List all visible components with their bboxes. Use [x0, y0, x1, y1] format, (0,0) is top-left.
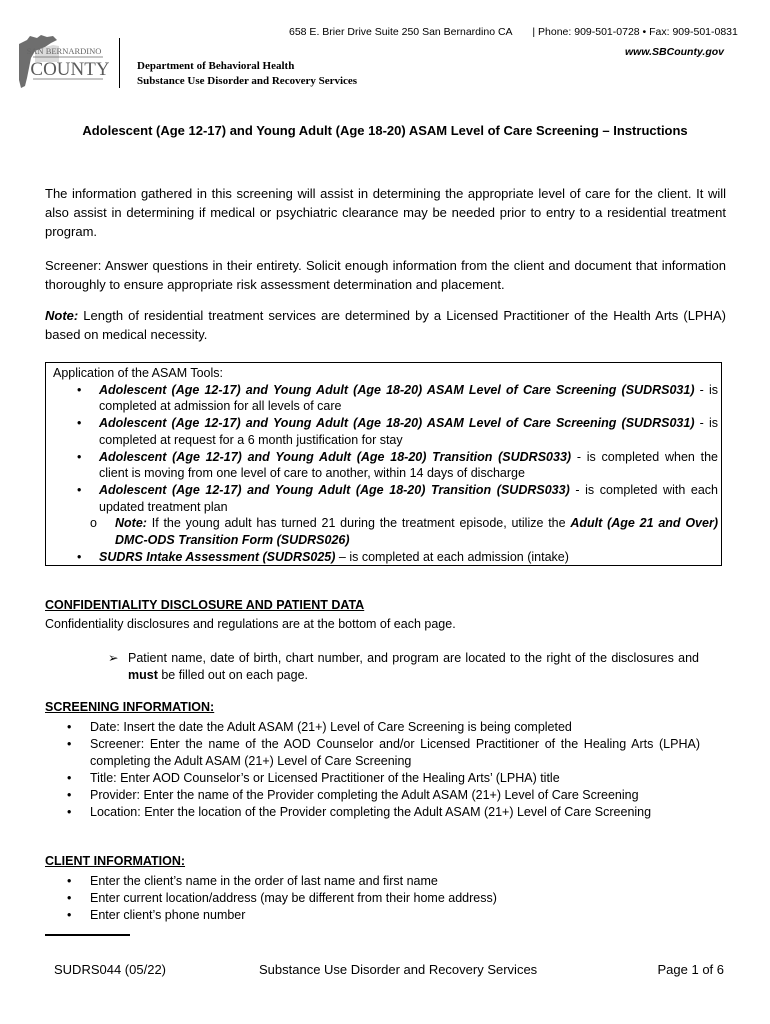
county-seal-icon	[17, 34, 109, 90]
intro-paragraph-2: Screener: Answer questions in their entirety. Solicit enough information from the client and document that information thoroughly to ensure appropriate risk assessment determination and placement.	[45, 258, 726, 292]
logo-main-text: COUNTY	[30, 59, 109, 80]
header-website: www.SBCounty.gov	[625, 46, 724, 58]
department-block	[137, 59, 357, 89]
tool-text: - is completed with each updated treatment plan	[99, 482, 718, 514]
client-heading: CLIENT INFORMATION:	[45, 854, 186, 868]
list-item	[45, 890, 700, 907]
circle-bullet-icon: o	[90, 516, 97, 531]
bullet-icon: •	[67, 891, 72, 905]
intro-note	[45, 306, 726, 344]
bullet-icon: •	[77, 549, 82, 564]
tool-name: Adolescent (Age 12-17) and Young Adult (Age 18-20) Transition (SUDRS033)	[99, 482, 570, 497]
confidentiality-arrow-item	[108, 650, 699, 684]
bullet-icon: •	[77, 449, 82, 464]
list-item	[53, 382, 718, 415]
confidentiality-heading: CONFIDENTIALITY DISCLOSURE AND PATIENT DATA	[45, 598, 365, 612]
bullet-icon: •	[67, 874, 72, 888]
list-item-text: Title: Enter AOD Counselor’s or Licensed Practitioner of the Healing Arts’ (LPHA) title	[90, 771, 560, 785]
bullet-icon: •	[77, 416, 82, 431]
tool-name: Adolescent (Age 12-17) and Young Adult (Age 18-20) ASAM Level of Care Screening (SUDRS031)	[99, 382, 695, 397]
tool-name: Adolescent (Age 12-17) and Young Adult (Age 18-20) ASAM Level of Care Screening (SUDRS031)	[99, 416, 695, 431]
footnote-divider	[45, 934, 130, 936]
asam-tools-heading: Application of the ASAM Tools:	[53, 366, 224, 380]
arrow-text-end: be filled out on each page.	[157, 668, 308, 682]
tool-text: - is completed at admission for all levels of care	[99, 382, 719, 414]
list-item	[53, 449, 718, 482]
header-address: 658 E. Brier Drive Suite 250 San Bernardino CA	[289, 26, 512, 38]
client-list	[45, 873, 700, 924]
division-name: Substance Use Disorder and Recovery Services	[137, 75, 358, 87]
list-item-text: Enter the client’s name in the order of last name and first name	[90, 874, 438, 888]
tool-text: - is completed at request for a 6 month justification for stay	[99, 416, 719, 447]
sub-note-form: Adult (Age 21 and Over) DMC-ODS Transition Form (SUDRS026)	[115, 516, 718, 548]
arrow-bullet-icon: ➢	[108, 651, 119, 665]
tool-name: SUDRS Intake Assessment (SUDRS025)	[99, 549, 336, 564]
arrow-emphasis: must	[128, 668, 158, 682]
list-item	[45, 719, 700, 736]
list-item	[45, 907, 700, 924]
note-text: Length of residential treatment services are determined by a Licensed Practitioner of the Health Arts (LPHA) based on medical necessity.	[45, 308, 726, 342]
county-logo	[17, 34, 109, 90]
intro-paragraph-1: The information gathered in this screening will assist in determining the appropriate level of care for the client. It will also assist in determining if medical or psychiatric clearance may be needed prior to entry to a residential treatment program.	[45, 186, 726, 239]
sub-note-text: If the young adult has turned 21 during the treatment episode, utilize the	[146, 516, 571, 531]
bullet-icon: •	[67, 908, 72, 922]
screening-list	[45, 719, 700, 821]
footer-department: Substance Use Disorder and Recovery Services	[259, 962, 538, 977]
list-item	[53, 482, 718, 515]
sub-list-item	[53, 515, 718, 548]
bullet-icon: •	[67, 788, 72, 802]
list-item	[45, 770, 700, 787]
tool-text: - is completed when the client is moving from one level of care to another, within 14 days of discharge	[99, 449, 718, 481]
header-divider	[119, 38, 120, 88]
header-address-line	[289, 26, 738, 38]
arrow-text: Patient name, date of birth, chart number, and program are located to the right of the disclosures and	[128, 651, 699, 665]
list-item-text: Provider: Enter the name of the Provider completing the Adult ASAM (21+) Level of Care Screening	[90, 788, 639, 802]
list-item-text: Enter current location/address (may be different from their home address)	[90, 891, 497, 905]
list-item	[45, 804, 700, 821]
department-name: Department of Behavioral Health	[137, 60, 295, 72]
bullet-icon: •	[67, 771, 72, 785]
tool-text: – is completed at each admission (intake)	[335, 549, 569, 564]
list-item-text: Screener: Enter the name of the AOD Counselor and/or Licensed Practitioner of the Healing Arts (LPHA) completing the Adult ASAM (21+) Level of Care Screening	[90, 737, 700, 768]
list-item	[45, 873, 700, 890]
bullet-icon: •	[77, 382, 82, 397]
bullet-icon: •	[67, 805, 72, 819]
footer-page-number: Page 1 of 6	[657, 962, 724, 977]
sub-note-label: Note:	[115, 516, 147, 531]
header-phone-fax: | Phone: 909-501-0728 • Fax: 909-501-0831	[532, 26, 738, 38]
list-item-text: Enter client’s phone number	[90, 908, 246, 922]
list-item-text: Location: Enter the location of the Provider completing the Adult ASAM (21+) Level of Care Screening	[90, 805, 652, 819]
bullet-icon: •	[67, 720, 72, 734]
tool-name: Adolescent (Age 12-17) and Young Adult (Age 18-20) Transition (SUDRS033)	[99, 449, 572, 464]
logo-top-text: SAN BERNARDINO	[26, 46, 102, 56]
page-title: Adolescent (Age 12-17) and Young Adult (Age 18-20) ASAM Level of Care Screening – Instructions	[82, 123, 688, 138]
bullet-icon: •	[67, 737, 72, 751]
bullet-icon: •	[77, 482, 82, 497]
list-item	[45, 787, 700, 804]
screening-heading: SCREENING INFORMATION:	[45, 700, 215, 714]
list-item	[45, 736, 700, 770]
list-item	[53, 549, 718, 566]
list-item	[53, 415, 718, 448]
note-label: Note:	[45, 308, 79, 323]
list-item-text: Date: Insert the date the Adult ASAM (21+) Level of Care Screening is being completed	[90, 720, 572, 734]
confidentiality-text: Confidentiality disclosures and regulations are at the bottom of each page.	[45, 617, 456, 631]
asam-tools-box	[45, 362, 722, 566]
footer-form-number: SUDRS044 (05/22)	[54, 962, 166, 977]
